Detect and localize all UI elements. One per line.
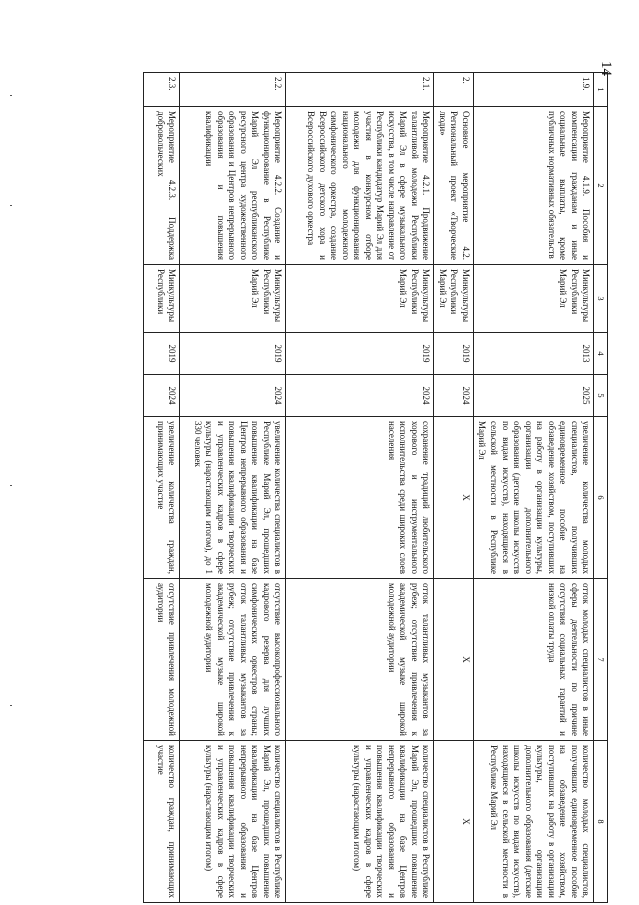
non-implementation-consequence: отток молодых специалистов в иные сферы деятельности по причине отсутствия социальных гарантий и низкой оплаты труда [473,579,593,741]
executor: Минкультуры Республики Марий Эл [434,265,474,333]
col-header: 5 [594,375,608,417]
page-number: 14 [598,61,614,76]
executor: Минкультуры Республики Марий Эл [473,265,593,333]
measure-name: Мероприятие 4.2.1. Продвижение талантливой молодежи Республики Марий Эл в сфере музыкального искусства, в том числе направление от Республики кандидатур Марий Эл для участия в конкурсном отборе молодежи для функционирования национального молодежного симфонического оркестра, создание Всероссийского детского хора и Всероссийского духового оркестра [286,107,434,265]
rotated-table-wrapper [108,72,608,902]
non-implementation-consequence: отсутствие высокопрофессионального кадрового резерва для лучших симфонических оркестров страны; отток талантливых музыкантов за рубеж; отсутствие привлечения к академической музыке широкой молодежной аудитории [180,579,286,741]
related-indicator: количество специалистов в Республике Марий Эл, прошедших повышение квалификации на базе Центров непрерывного образования и повышения квалификации творческих и управленческих кадров в сфере культуры (нарастающим итогом) [180,741,286,903]
col-header: 6 [594,417,608,579]
measure-name: Мероприятие 4.2.3. Поддержка добровольческих [144,107,180,265]
expected-result: увеличение количества специалистов в Республике Марий Эл, прошедших повышение квалификации на базе Центров непрерывного образования и повышения квалификации творческих и управленческих кадров в сфере культуры (нарастающим итогом), до 1 330 человек [180,417,286,579]
margin-tick [10,485,12,486]
margin-tick [10,95,12,96]
executor: Минкультуры Республики Марий Эл [286,265,434,333]
expected-result: увеличение количества граждан, принимающих участие [144,417,180,579]
col-header: 2 [594,107,608,265]
measures-table [143,72,608,903]
header-row [594,73,608,903]
measure-name: Мероприятие 4.2.2. Создание и функционирование в Республике Марий Эл республиканского ресурсного центра художественного образования и Центров непрерывного образования и повышения квалификации [180,107,286,265]
col-header: 7 [594,579,608,741]
end-year: 2024 [434,375,474,417]
table-row [473,73,593,903]
end-year: 2025 [473,375,593,417]
col-header: 8 [594,741,608,903]
start-year: 2019 [286,333,434,375]
start-year: 2019 [180,333,286,375]
row-number: 1.9. [473,73,593,107]
related-indicator: количество граждан, принимающих участие [144,741,180,903]
table-row [286,73,434,903]
start-year: 2013 [473,333,593,375]
col-header: 3 [594,265,608,333]
row-number: 2.1. [286,73,434,107]
col-header: 1 [594,73,608,107]
margin-tick [10,205,12,206]
expected-result: Х [434,417,474,579]
related-indicator: количество специалистов в Республике Марий Эл, прошедших повышение квалификации на базе Центров непрерывного образования и повышения квалификации творческих и управленческих кадров в сфере культуры (нарастающим итогом) [286,741,434,903]
start-year: 2019 [434,333,474,375]
measure-name: Мероприятие 4.1.9. Пособия и компенсации гражданам и иные социальные выплаты, кроме публичных нормативных обязательств [473,107,593,265]
non-implementation-consequence: отсутствие привлечения молодежной аудитории [144,579,180,741]
related-indicator: количество молодых специалистов, получивших единовременное пособие на обзаведение хозяйством, поступивших на работу в организации культуры, организации дополнительного образования (детские школы искусств по видам искусств), находящиеся в сельской местности в Республике Марий Эл [473,741,593,903]
start-year: 2019 [144,333,180,375]
row-number: 2.3. [144,73,180,107]
non-implementation-consequence: Х [434,579,474,741]
executor: Минкультуры Республики [144,265,180,333]
expected-result: увеличение количества молодых специалистов, получивших единовременное пособие на обзаведение хозяйством, поступивших на работу в организации культуры, организации дополнительного образования (детские школы искусств по видам искусств), находящиеся в сельской местности в Республике Марий Эл [473,417,593,579]
table-row [180,73,286,903]
end-year: 2024 [144,375,180,417]
measure-name: Основное мероприятие 4.2. Региональный проект «Творческие люди» [434,107,474,265]
end-year: 2024 [180,375,286,417]
expected-result: сохранение традиций любительского хорового и инструментального исполнительства среди широких слоев населения [286,417,434,579]
related-indicator: Х [434,741,474,903]
row-number: 2. [434,73,474,107]
executor: Минкультуры Республики Марий Эл [180,265,286,333]
table-row [144,73,180,903]
row-number: 2.2. [180,73,286,107]
col-header: 4 [594,333,608,375]
margin-tick [10,705,12,706]
end-year: 2024 [286,375,434,417]
table-row [434,73,474,903]
non-implementation-consequence: отток талантливых музыкантов за рубеж; отсутствие привлечения к академической музыке широкой молодежной аудитории [286,579,434,741]
